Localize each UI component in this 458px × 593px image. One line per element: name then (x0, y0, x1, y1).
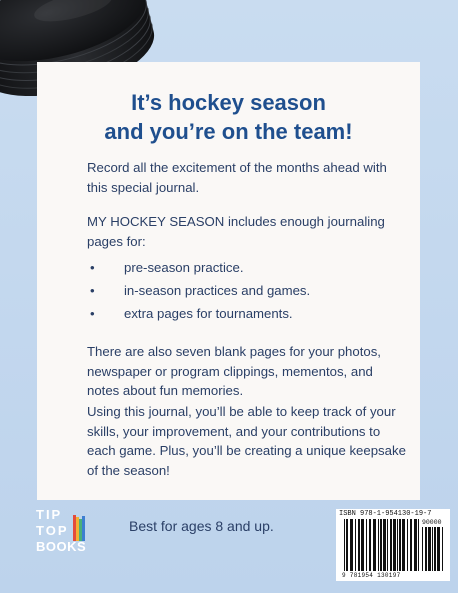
logo-line-1: TIP (36, 507, 63, 522)
barcode-bar (425, 527, 427, 571)
barcode-bar (390, 519, 392, 571)
intro-paragraph: Record all the excitement of the months ahead with this special journal. (87, 160, 387, 195)
barcode-bar (418, 519, 419, 571)
logo-line-2: TOP (36, 523, 69, 538)
barcode-bar (383, 519, 386, 571)
barcode-bar (393, 519, 396, 571)
list-item: • extra pages for tournaments. (90, 306, 293, 321)
isbn-label: ISBN 978-1-954130-19-7 (339, 510, 432, 518)
list-item: • in-season practices and games. (90, 283, 311, 298)
isbn-barcode (336, 509, 450, 581)
age-recommendation: Best for ages 8 and up. (129, 518, 274, 534)
blank-pages-paragraph: There are also seven blank pages for your photos, newspaper or program clippings, mementos, and notes about fun memories. (87, 344, 381, 398)
barcode-bar (380, 519, 382, 571)
headline-line-2: and you’re on the team! (104, 119, 353, 144)
barcode-bar (358, 519, 360, 571)
bullet-icon: • (90, 260, 95, 275)
barcode-bar (428, 527, 431, 571)
bullet-icon: • (90, 283, 95, 298)
barcode-bar (369, 519, 371, 571)
barcode-bars (344, 519, 422, 571)
headline (37, 88, 420, 146)
barcode-bar (402, 519, 405, 571)
barcode-bar (407, 519, 408, 571)
addon-barcode-bars (422, 527, 446, 571)
barcode-bar (399, 519, 401, 571)
barcode-bar (355, 519, 356, 571)
barcode-bar (344, 519, 345, 571)
barcode-bar (432, 527, 433, 571)
barcode-bar (410, 519, 412, 571)
barcode-bar (350, 519, 353, 571)
barcode-addon-number: 90000 (422, 519, 442, 526)
barcode-bar (361, 519, 364, 571)
barcode-bar (373, 519, 376, 571)
list-item: • pre-season practice. (90, 260, 244, 275)
bullet-icon: • (90, 306, 95, 321)
barcode-bar (378, 519, 379, 571)
barcode-bar (442, 527, 443, 571)
barcode-bar (366, 519, 367, 571)
barcode-bar (422, 527, 423, 571)
headline-line-1: It’s hockey season (131, 90, 326, 115)
barcode-bar (434, 527, 436, 571)
barcode-bar (397, 519, 398, 571)
barcode-bar (437, 527, 440, 571)
description-panel (37, 62, 420, 500)
barcode-bar (346, 519, 348, 571)
publisher-logo (36, 506, 88, 560)
barcode-bar (414, 519, 417, 571)
closing-paragraph: Using this journal, you’ll be able to keep track of your skills, your improvement, and your contributions to each game. Plus, you’ll be creating a unique keepsake of the season! (87, 404, 406, 478)
logo-line-3: BOOKS (36, 539, 87, 554)
book-stack-icon (73, 515, 87, 541)
barcode-digits: 9 781954 130197 (342, 572, 401, 579)
barcode-bar (387, 519, 388, 571)
contents-list (87, 260, 310, 329)
includes-paragraph: MY HOCKEY SEASON includes enough journaling pages for: (87, 214, 385, 249)
